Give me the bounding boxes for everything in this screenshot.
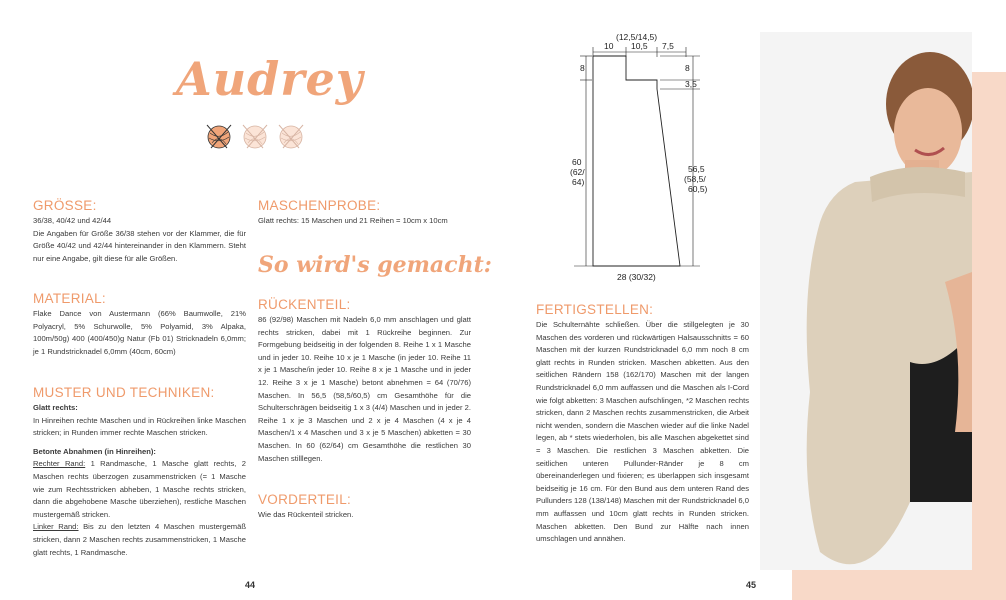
vorderteil-text: Wie das Rückenteil stricken. <box>258 510 354 519</box>
garment-outline <box>593 56 680 266</box>
glatt-title: Glatt rechts: <box>33 403 78 412</box>
dim-top-left: 10 <box>604 41 614 51</box>
difficulty-rating <box>203 122 309 150</box>
dim-left-top: 8 <box>580 63 585 73</box>
dim-left-height-1: 60 <box>572 157 582 167</box>
dim-left-height-3: 64) <box>572 177 585 187</box>
maschenprobe-heading: MASCHENPROBE: <box>258 198 381 213</box>
dim-right-top2: 3,5 <box>685 79 697 89</box>
dim-left-height-2: (62/ <box>570 167 585 177</box>
abnahmen-title: Betonte Abnahmen (in Hinreihen): <box>33 446 156 456</box>
schematic-diagram <box>560 28 730 288</box>
maschenprobe-text: Glatt rechts: 15 Maschen und 21 Reihen = 10cm x 10cm <box>258 216 448 225</box>
glatt-text: In Hinreihen rechte Maschen und in Rückreihen linke Maschen stricken; in Runden immer rechte Maschen stricken. <box>33 415 246 438</box>
dim-top-mid: 10,5 <box>631 41 648 51</box>
dim-right-height-2: (58,5/ <box>684 174 706 184</box>
page-number-left: 44 <box>245 580 256 590</box>
dim-top-right: 7,5 <box>662 41 674 51</box>
rechter-rand-label: Rechter Rand: <box>33 459 86 469</box>
material-text: Flake Dance von Austermann (66% Baumwolle, 21% Polyacryl, 5% Schurwolle, 5% Polyamid, 3% Alpaka, 100m/50g) 400 (400/450)g Natur (Fb 01) Stricknadeln 6,0mm; je 1 Rundstricknadel 6,0mm (40cm, 60cm) <box>33 309 246 356</box>
muster-heading: MUSTER UND TECHNIKEN: <box>33 385 215 400</box>
model-photo <box>760 32 972 570</box>
page-number-right: 45 <box>746 580 757 590</box>
dim-right-height-1: 56,5 <box>688 164 705 174</box>
groesse-heading: GRÖSSE: <box>33 198 97 213</box>
groesse-section <box>33 198 246 265</box>
dim-right-top: 8 <box>685 63 690 73</box>
rueckenteil-section <box>258 297 471 465</box>
yarn-ball-icon <box>243 125 267 148</box>
rueckenteil-heading: RÜCKENTEIL: <box>258 297 351 312</box>
linker-rand-label: Linker Rand: <box>33 522 79 532</box>
so-wirds-heading: So wird's gemacht: <box>258 252 492 278</box>
dim-top-total: (12,5/14,5) <box>616 32 658 42</box>
maschenprobe-section <box>258 198 471 228</box>
pattern-title: Audrey <box>176 52 364 106</box>
groesse-text: Die Angaben für Größe 36/38 stehen vor der Klammer, die für Größe 40/42 und 42/44 hintereinander in den Klammern. Steht nur eine Angabe, gilt diese für alle Größen. <box>33 228 246 263</box>
dim-bottom: 28 (30/32) <box>617 272 656 282</box>
yarn-ball-icon <box>207 125 231 148</box>
material-heading: MATERIAL: <box>33 291 106 306</box>
rueckenteil-text: 86 (92/98) Maschen mit Nadeln 6,0 mm anschlagen und glatt rechts stricken, dabei mit 1 Rückreihe beginnen. Zur Formgebung beidseitig in der folgenden 8. Reihe 1 x 1 Masche und in jeder 10. Reihe 10 x je 1 Masche (in jeder 10. Reihe 11 x je 1 Masche/in jeder 10. Reihe 8 x je 1 Masche und in jeder 12. Reihe 3 x je 1 Masche) betont abnehmen = 64 (70/76) Maschen. In 56,5 (58,5/60,5) cm Gesamthöhe für die Schulterschrägen beidseitig 1 x 3 (4/4) Maschen und in jeder 2. Reihe 1 x je 3 Maschen und 2 x je 4 Maschen (4 x je 4 Maschen/1 x 4 Maschen und 3 x je 5 Maschen) abketten = 30 Maschen. In 60 (62/64) cm Gesamthöhe die restlichen 30 Maschen stilllegen. <box>258 315 471 463</box>
yarn-ball-icon <box>279 125 303 148</box>
vorderteil-heading: VORDERTEIL: <box>258 492 352 507</box>
linker-rand-text <box>33 521 246 559</box>
dim-right-height-3: 60,5) <box>688 184 708 194</box>
linker-rand-body: Bis zu den letzten 4 Maschen mustergemäß stricken, dann 2 Maschen rechts zusammenstricken, 1 Masche glatt rechts, 1 Randmasche. <box>33 522 246 557</box>
fertigstellen-heading: FERTIGSTELLEN: <box>536 302 654 317</box>
vorderteil-section <box>258 492 471 522</box>
rechter-rand-body: 1 Randmasche, 1 Masche glatt rechts, 2 Maschen rechts überzogen zusammenstricken (= 1 Masche wie zum Rechtsstricken abheben, 1 Masche rechts stricken, dann die abgehobene Masche überziehen), restliche Maschen mustergemäß stricken. <box>33 459 246 519</box>
groesse-sizes: 36/38, 40/42 und 42/44 <box>33 216 112 225</box>
fertigstellen-section <box>536 302 749 546</box>
muster-section <box>33 385 246 559</box>
material-section <box>33 291 246 358</box>
rechter-rand-text <box>33 458 246 521</box>
fertigstellen-text: Die Schulternähte schließen. Über die stillgelegten je 30 Maschen des vorderen und rückwärtigen Halsausschnitts = 60 Maschen mit der kurzen Rundstricknadel 6,0 mm noch 8 cm glatt rechts in Runden stricken. Maschen abketten. Aus den seitlichen Rändern 158 (162/170) Maschen mit der langen Rundstricknadel 6,0 mm auffassen und die Maschen als I-Cord wie folgt abketten: 3 Maschen aufschlingen, *2 Maschen rechts stricken, dann 2 Maschen rechts zusammenstricken, die Arbeit nicht wenden, sondern die Maschen wieder auf die linke Nadel legen, ab * stets wiederholen, bis alle Maschen abgekettet sind = 3 Maschen. Die restlichen 3 Maschen abketten. Die seitlichen unteren Pullunder-Ränder je 8 cm übereinanderlegen und fixieren; es überlappen sich insgesamt beidseitig je 16 cm. Für den Bund aus dem unteren Rand des Pullunders 128 (138/148) Maschen mit der Rundstricknadel 6,0 mm auffassen und 10cm glatt rechts in Runden stricken. Maschen abketten. Den Bund zur Hälfte nach innen umschlagen und annähen. <box>536 320 749 544</box>
